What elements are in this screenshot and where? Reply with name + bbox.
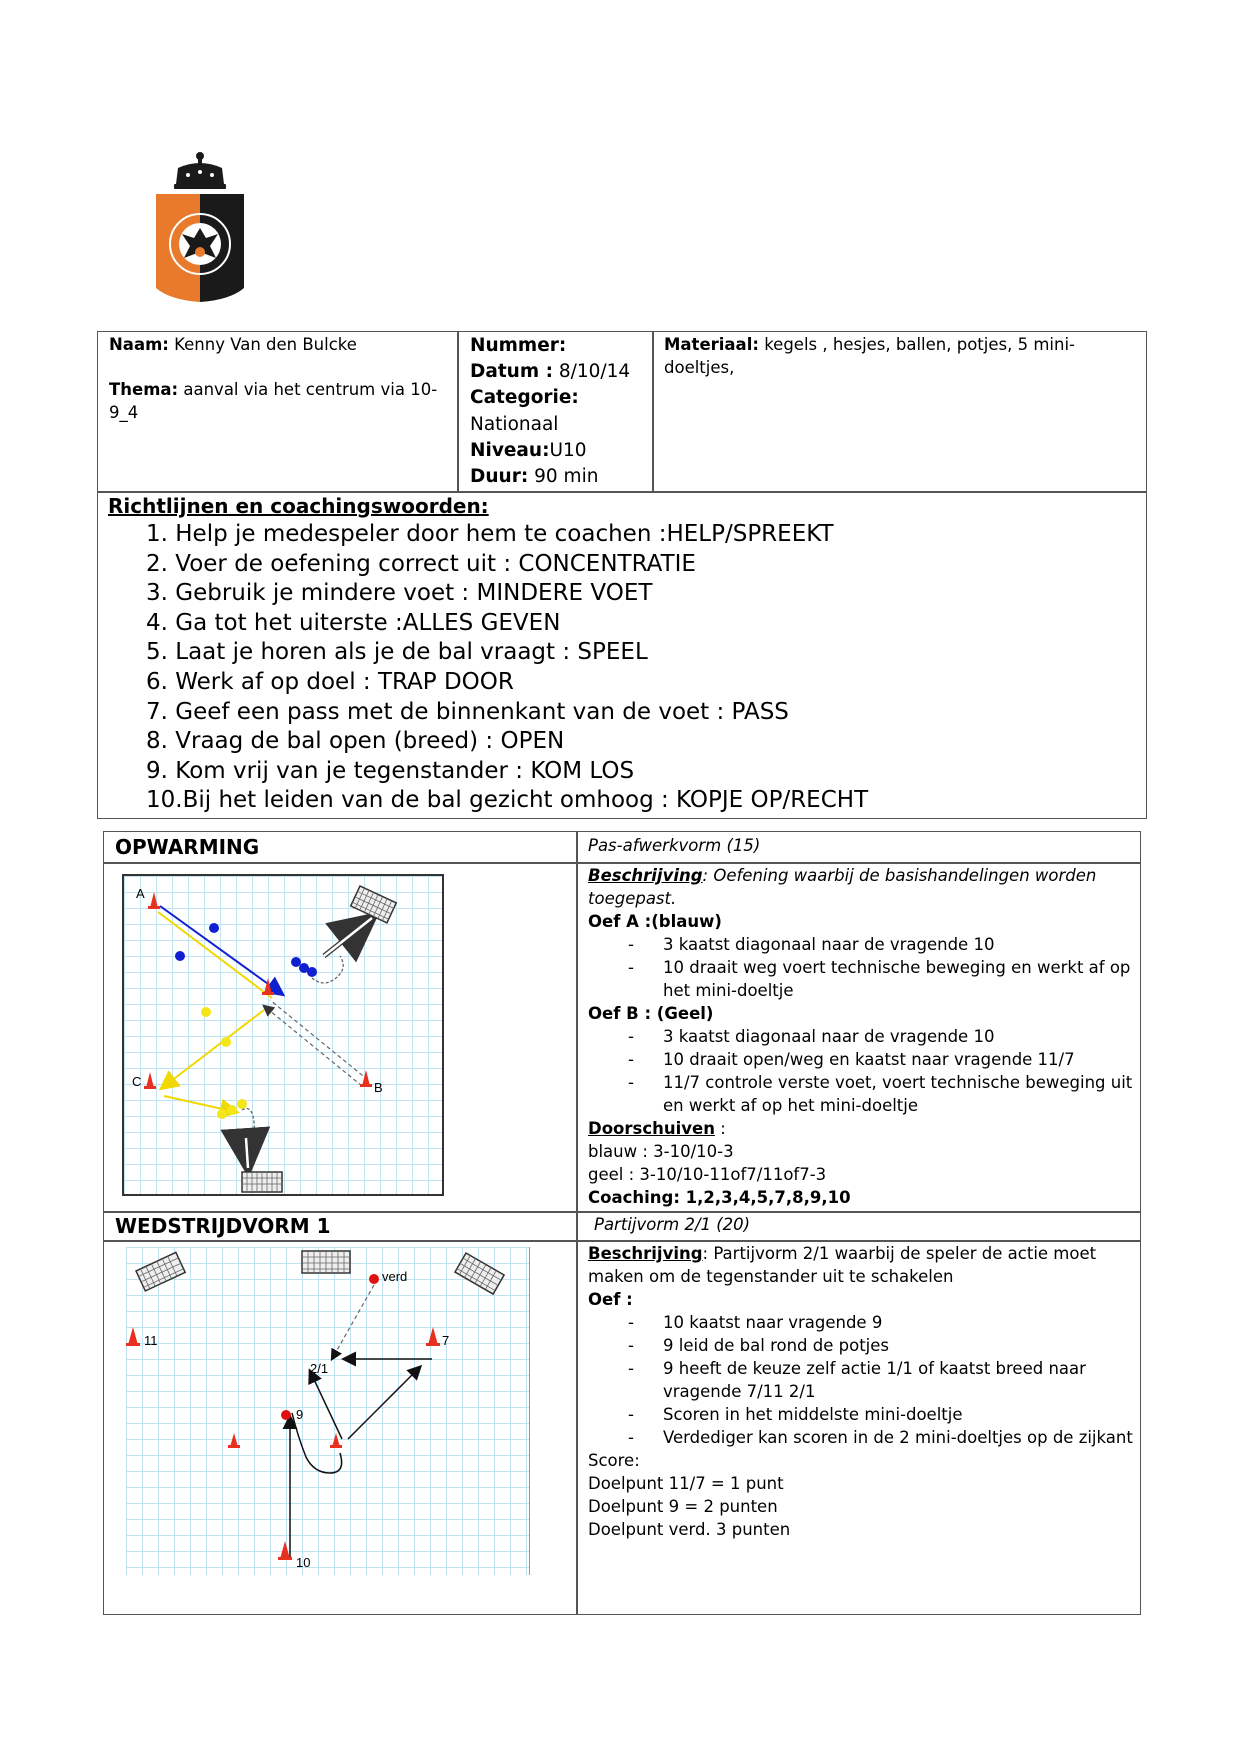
- pass-arrow-yellow-down: [164, 1096, 236, 1112]
- score-line: Doelpunt 9 = 2 punten: [588, 1497, 778, 1516]
- oef-a-item: - 10 draait weg voert technische beweging en werkt af op het mini-doeltje: [628, 958, 1131, 1000]
- opwarming-diagram: [122, 874, 444, 1196]
- dribble-path-bottom: [242, 1109, 254, 1139]
- label-7: 7: [442, 1333, 450, 1348]
- opwarming-beschrijving-label: Beschrijving: [588, 866, 703, 885]
- wedstrijdvorm-diagram: [126, 1247, 530, 1575]
- niveau-label: Niveau:: [470, 439, 550, 461]
- opwarming-description: Beschrijving: Oefening waarbij de basishandelingen worden toegepast. Oef A :(blauw) - 3 kaatst diagonaal naar de vragende 10 - 10 draait weg voert technische beweging en werkt af op het mini-doeltje Oef B : (Geel) - 3 kaatst diagonaal naar de vragende 10 - 10 draait open/weg en kaatst naar vragende 11/7 - 11/7 controle verste voet, voert technische beweging uit en werkt af op het mini-doeltje Doorschuiven : blauw : 3-10/10-3 geel : 3-10/10-11of7/11of7-3 Coaching: 1,2,3,4,5,7,8,9,10: [588, 866, 1133, 1207]
- dashed-arrow-b: [264, 1006, 362, 1086]
- coaching-line: Coaching: 1,2,3,4,5,7,8,9,10: [588, 1188, 851, 1207]
- wedstrijd-oef-item: - Verdediger kan scoren in de 2 mini-doeltjes op de zijkant: [628, 1428, 1133, 1447]
- wedstrijd-beschrijving-label: Beschrijving: [588, 1244, 703, 1263]
- player-9: [281, 1410, 291, 1420]
- cones: [144, 892, 372, 1089]
- wedstrijd-oef-item: - 9 leid de bal rond de potjes: [628, 1336, 889, 1355]
- nummer-label: Nummer:: [470, 335, 567, 356]
- wedstrijd-oef-item: - Scoren in het middelste mini-doeltje: [628, 1405, 963, 1424]
- club-logo: [150, 150, 250, 306]
- oef-b-item: - 3 kaatst diagonaal naar de vragende 10: [628, 1027, 995, 1046]
- label-9: 9: [296, 1407, 304, 1422]
- label-verd: verd: [382, 1269, 408, 1284]
- club-crest-icon: [150, 150, 250, 306]
- wedstrijd-oef-item: - 9 heeft de keuze zelf actie 1/1 of kaatst breed naar vragende 7/11 2/1: [628, 1359, 1086, 1401]
- opwarming-subtitle: Pas-afwerkvorm (15): [588, 836, 761, 855]
- score-line: Doelpunt 11/7 = 1 punt: [588, 1474, 784, 1493]
- mini-goal-left: [136, 1252, 185, 1291]
- duur-value: 90 min: [534, 466, 599, 488]
- niveau-value: U10: [549, 439, 587, 461]
- cone-label-b: B: [374, 1080, 383, 1095]
- naam-value: Kenny Van den Bulcke: [174, 335, 357, 354]
- score-label: Score:: [588, 1451, 640, 1470]
- pass-arrow-yellow-c: [162, 1010, 264, 1088]
- wedstrijd-oef-item: - 10 kaatst naar vragende 9: [628, 1313, 883, 1332]
- oef-b-item: - 11/7 controle verste voet, voert technische beweging uit en werkt af op het mini-doeltje: [628, 1073, 1133, 1115]
- pass-arrow-blue: [160, 906, 282, 994]
- guideline-item: 3. Gebruik je mindere voet : MINDERE VOET: [146, 580, 653, 607]
- cones-wedstrijd: [126, 1327, 440, 1560]
- naam-label: Naam:: [109, 335, 169, 354]
- guideline-item: 8. Vraag de bal open (breed) : OPEN: [146, 728, 565, 755]
- doorschuiven-blauw: blauw : 3-10/10-3: [588, 1142, 734, 1161]
- datum-value: 8/10/14: [558, 361, 631, 383]
- opwarming-title: OPWARMING: [115, 835, 260, 859]
- guideline-item: 1. Help je medespeler door hem te coachen :HELP/SPREEKT: [146, 521, 834, 547]
- guideline-item: 5. Laat je horen als je de bal vraagt : SPEEL: [146, 639, 648, 666]
- arrow-to-21: [310, 1371, 342, 1439]
- opwarming-diagram-svg: [124, 876, 446, 1198]
- materiaal-label: Materiaal:: [664, 335, 759, 354]
- thema-label: Thema:: [109, 380, 179, 399]
- dashed-arrow-verd: [332, 1285, 374, 1359]
- yellow-players: [201, 1007, 247, 1119]
- oef-b-label: Oef B : (Geel): [588, 1004, 714, 1023]
- wedstrijdvorm-title: WEDSTRIJDVORM 1: [115, 1214, 331, 1238]
- wedstrijd-oef-label: Oef :: [588, 1290, 633, 1309]
- mini-goal-center: [302, 1251, 350, 1273]
- score-line: Doelpunt verd. 3 punten: [588, 1520, 791, 1539]
- mini-goal-bottom: [242, 1172, 282, 1192]
- label-11: 11: [144, 1333, 158, 1348]
- guidelines-section: [108, 492, 1138, 816]
- header-naam-cell: [109, 333, 449, 424]
- dashed-line-b: [270, 1000, 368, 1080]
- guideline-item: 10.Bij het leiden van de bal gezicht omhoog : KOPJE OP/RECHT: [146, 787, 869, 814]
- thema-value: aanval via het centrum via 10-9_4: [109, 380, 438, 422]
- wedstrijd-beschrijving-text: : Partijvorm 2/1 waarbij de speler de actie moet maken om de tegenstander uit te schakelen: [588, 1244, 1097, 1286]
- categorie-value: Nationaal: [470, 413, 559, 435]
- mini-goal-top: [351, 886, 397, 923]
- oef-a-label: Oef A :(blauw): [588, 912, 722, 931]
- categorie-label: Categorie:: [470, 387, 579, 409]
- opwarming-beschrijving-text: : Oefening waarbij de basishandelingen worden toegepast.: [588, 866, 1097, 908]
- oef-b-item: - 10 draait open/weg en kaatst naar vragende 11/7: [628, 1050, 1075, 1069]
- guideline-item: 7. Geef een pass met de binnenkant van de voet : PASS: [146, 698, 789, 725]
- oef-a-item: - 3 kaatst diagonaal naar de vragende 10: [628, 935, 995, 954]
- guidelines-list: [146, 520, 1138, 816]
- label-21: 2/1: [310, 1361, 329, 1376]
- wedstrijdvorm-subtitle: Partijvorm 2/1 (20): [594, 1215, 751, 1234]
- header-materiaal-cell: [664, 333, 1104, 379]
- guidelines-title: Richtlijnen en coachingswoorden:: [108, 494, 489, 518]
- wedstrijdvorm-description: [588, 1242, 1133, 1541]
- guideline-item: 4. Ga tot het uiterste :ALLES GEVEN: [146, 609, 561, 636]
- doorschuiven-geel: geel : 3-10/10-11of7/11of7-3: [588, 1165, 827, 1184]
- guideline-item: 2. Voer de oefening correct uit : CONCENTRATIE: [146, 550, 696, 577]
- guideline-item: 6. Werk af op doel : TRAP DOOR: [146, 668, 514, 695]
- wedstrijdvorm-diagram-svg: [126, 1247, 530, 1575]
- guideline-item: 9. Kom vrij van je tegenstander : KOM LOS: [146, 757, 635, 784]
- materiaal-value: kegels , hesjes, ballen, potjes, 5 mini-doeltjes,: [664, 335, 1075, 377]
- cone-label-c: C: [132, 1074, 142, 1089]
- arrow-to-7: [348, 1367, 420, 1439]
- mini-goal-right: [455, 1253, 504, 1294]
- label-10: 10: [296, 1555, 311, 1570]
- duur-label: Duur:: [470, 466, 529, 488]
- cone-label-a: A: [136, 886, 145, 901]
- dribble-path-top: [312, 956, 343, 983]
- doorschuiven-label: Doorschuiven: [588, 1119, 715, 1138]
- header-info-cell: [470, 333, 650, 490]
- player-verd: [369, 1274, 379, 1284]
- datum-label: Datum :: [470, 361, 553, 383]
